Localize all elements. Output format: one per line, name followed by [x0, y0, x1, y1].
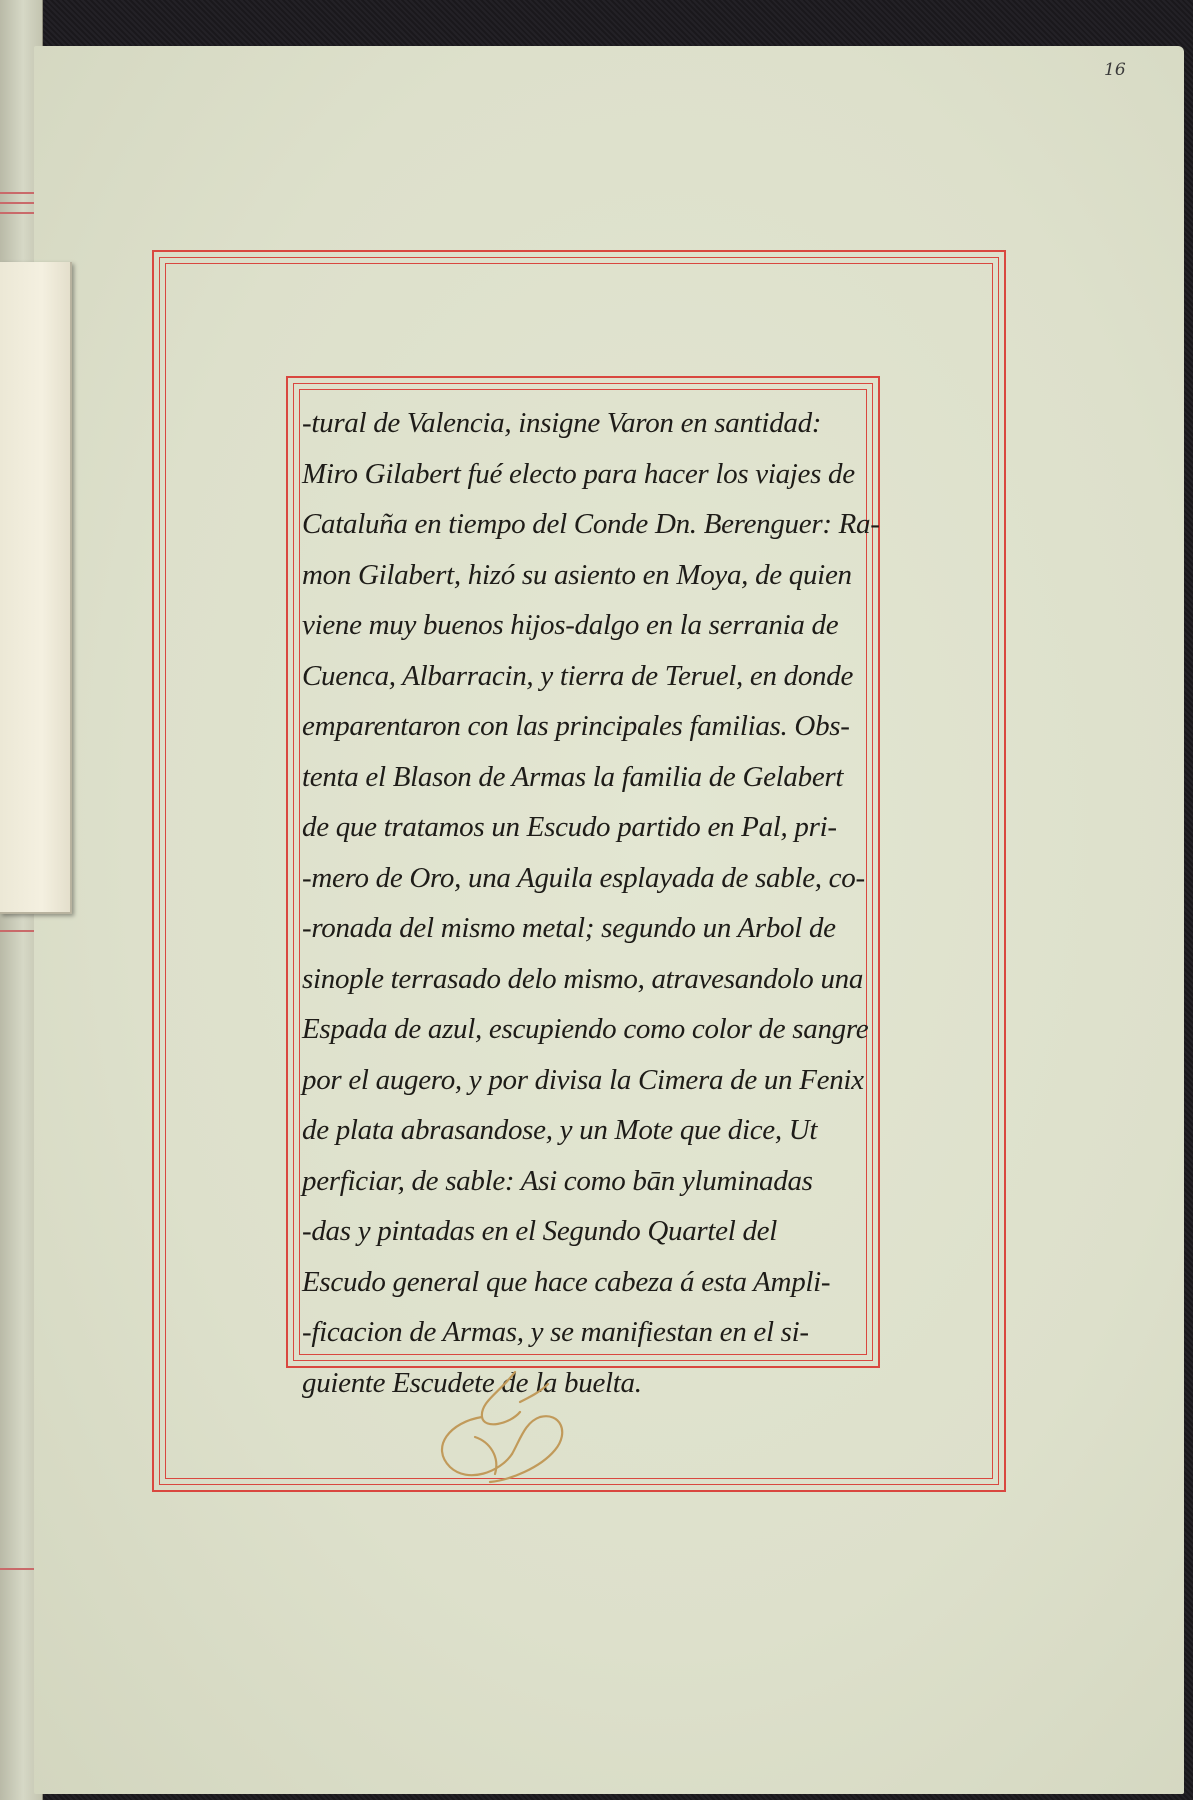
text-line: emparentaron con las principales familias. Obs- — [302, 710, 850, 742]
folio-number: 16 — [1104, 60, 1126, 80]
red-edge-mark — [0, 192, 38, 194]
red-edge-mark — [0, 212, 38, 214]
text-line: Cuenca, Albarracin, y tierra de Teruel, en donde — [302, 659, 854, 692]
text-line: Cataluña en tiempo del Conde Dn. Berenguer: Ra- — [302, 508, 880, 540]
text-line: -tural de Valencia, insigne Varon en santidad: — [302, 407, 822, 439]
text-line: guiente Escudete de la buelta. — [302, 1366, 642, 1399]
text-line: -das y pintadas en el Segundo Quartel del — [302, 1215, 777, 1247]
text-line: -mero de Oro, una Aguila esplayada de sable, co- — [302, 861, 865, 894]
text-line: tenta el Blason de Armas la familia de Gelabert — [302, 760, 844, 793]
red-edge-mark — [0, 202, 38, 204]
text-line: -ficacion de Armas, y se manifiestan en el si- — [302, 1316, 809, 1348]
text-line: por el augero, y por divisa la Cimera de un Fenix — [302, 1063, 864, 1096]
paper-tab-insert — [0, 262, 72, 914]
text-line: mon Gilabert, hizó su asiento en Moya, de quien — [302, 558, 852, 591]
manuscript-text-block — [302, 398, 880, 1408]
red-edge-mark — [0, 930, 38, 932]
text-line: sinople terrasado delo mismo, atravesandolo una — [302, 962, 864, 995]
text-line: viene muy buenos hijos-dalgo en la serrania de — [302, 609, 839, 641]
calligraphic-flourish-icon — [420, 1362, 590, 1492]
text-line: de plata abrasandose, y un Mote que dice, Ut — [302, 1114, 818, 1146]
text-line: de que tratamos un Escudo partido en Pal, pri- — [302, 811, 837, 843]
text-line: perficiar, de sable: Asi como bān yluminadas — [302, 1164, 813, 1197]
text-line: Escudo general que hace cabeza á esta Ampli- — [302, 1265, 831, 1298]
red-edge-mark — [0, 1568, 38, 1570]
text-line: Espada de azul, escupiendo como color de sangre — [302, 1013, 869, 1045]
text-line: Miro Gilabert fué electo para hacer los viajes de — [302, 457, 855, 490]
text-line: -ronada del mismo metal; segundo un Arbol de — [302, 912, 836, 944]
